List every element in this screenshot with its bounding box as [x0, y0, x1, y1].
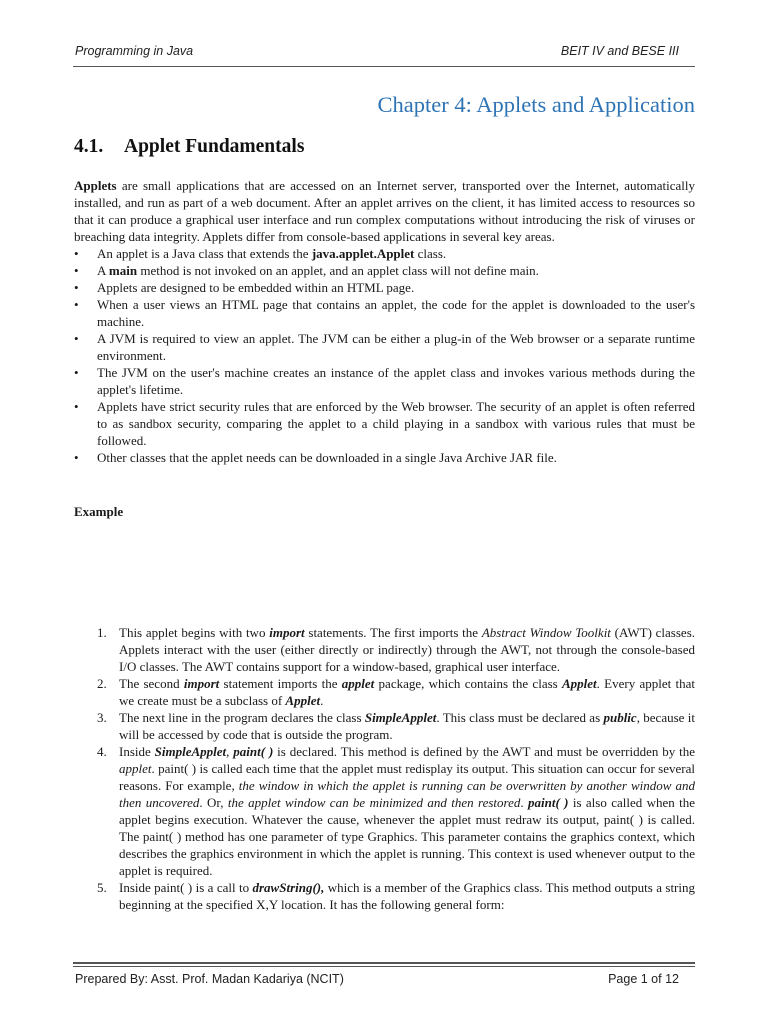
footer-divider-thick	[73, 962, 695, 964]
list-item: 5. Inside paint( ) is a call to drawString(), which is a member of the Graphics class. This method outputs a string beginning at the specified X,Y location. It has the following general form:	[97, 880, 695, 912]
list-item: • An applet is a Java class that extends the java.applet.Applet class.	[74, 245, 695, 262]
header-course-title: Programming in Java	[75, 44, 194, 58]
list-item: • Applets are designed to be embedded within an HTML page.	[74, 279, 695, 296]
list-item: 3. The next line in the program declares the class SimpleApplet. This class must be declared as public, because it will be accessed by code that is outside the program.	[97, 710, 695, 742]
section-heading	[74, 136, 304, 158]
page-footer	[73, 969, 695, 991]
intro-text: are small applications that are accessed on an Internet server, transported over the Internet, automatically installed, and run as part of a web document. After an applet arrives on the client, it has limited access to resources so that it can produce a graphical user interface and run complex computations without introducing the risk of viruses or breaching data integrity. Applets differ from console-based applications in several key areas.	[74, 178, 695, 244]
footer-author: Prepared By: Asst. Prof. Madan Kadariya (NCIT)	[75, 972, 344, 986]
chapter-title: Chapter 4: Applets and Application	[377, 92, 695, 117]
intro-body	[74, 177, 695, 466]
page-number: Page 1 of 12	[608, 972, 679, 986]
list-item: • The JVM on the user's machine creates an instance of the applet class and invokes various methods during the applet's lifetime.	[74, 364, 695, 398]
example-heading: Example	[74, 504, 124, 519]
list-item: • Applets have strict security rules that are enforced by the Web browser. The security of an applet is often referred to as sandbox security, comparing the applet to a child playing in a sandbox with various rules that must be followed.	[74, 398, 695, 449]
list-item: 1. This applet begins with two import statements. The first imports the Abstract Window Toolkit (AWT) classes. Applets interact with the user (either directly or indirectly) through the AWT, not through the console-based I/O classes. The AWT contains support for a window-based, graphical user interface.	[97, 625, 695, 674]
list-item: • A main method is not invoked on an applet, and an applet class will not define main.	[74, 262, 695, 279]
header-divider	[73, 66, 695, 67]
applet-features-list	[74, 245, 695, 466]
list-item: • When a user views an HTML page that contains an applet, the code for the applet is downloaded to the user's machine.	[74, 296, 695, 330]
page-header	[73, 40, 695, 64]
footer-divider-thin	[73, 966, 695, 967]
list-item: 4. Inside SimpleApplet, paint( ) is declared. This method is defined by the AWT and must be overridden by the applet. paint( ) is called each time that the applet must redisplay its output. This situation can occur for several reasons. For example, the window in which the applet is running can be overwritten by another window and then uncovered. Or, the applet window can be minimized and then restored. paint( ) is also called when the applet begins execution. Whatever the cause, whenever the applet must redraw its output, paint( ) is called. The paint( ) method has one parameter of type Graphics. This parameter contains the graphics context, which describes the graphics environment in which the applet is running. This context is used whenever output to the applet is required.	[97, 744, 696, 878]
list-item: • Other classes that the applet needs can be downloaded in a single Java Archive JAR file.	[74, 449, 695, 466]
intro-paragraph	[74, 177, 695, 245]
explanation-list	[97, 624, 695, 913]
intro-lead: Applets	[74, 178, 117, 193]
list-item: • A JVM is required to view an applet. The JVM can be either a plug-in of the Web browser or a separate runtime environment.	[74, 330, 695, 364]
header-class-info: BEIT IV and BESE III	[560, 44, 679, 58]
section-title: Applet Fundamentals	[124, 136, 305, 157]
list-item: 2. The second import statement imports the applet package, which contains the class Applet. Every applet that we create must be a subclass of Applet.	[97, 676, 696, 708]
section-number: 4.1.	[74, 136, 104, 157]
